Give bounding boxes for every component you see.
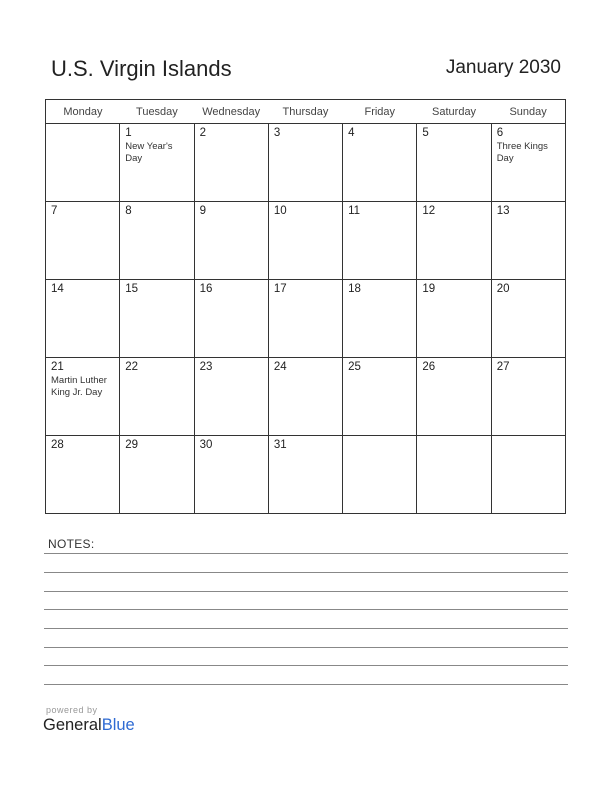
note-line [44, 609, 568, 610]
brand-name-general: General [43, 716, 102, 734]
day-number: 16 [199, 283, 213, 295]
day-number: 11 [348, 205, 361, 217]
calendar-day-cell [46, 436, 120, 514]
calendar-week-row [46, 124, 566, 202]
holiday-label: Martin Luther King Jr. Day [51, 375, 107, 398]
holiday-label: New Year's Day [125, 141, 173, 164]
calendar-day-cell [417, 202, 491, 280]
calendar-day-cell [268, 358, 342, 436]
day-number: 8 [125, 205, 132, 217]
weekday-header: Wednesday [194, 100, 268, 124]
day-number: 21 [51, 361, 64, 373]
calendar-day-cell [268, 202, 342, 280]
calendar-day-cell [417, 358, 491, 436]
day-number: 5 [422, 127, 429, 139]
day-number: 24 [273, 361, 287, 373]
day-number: 9 [199, 205, 206, 217]
calendar-day-cell [194, 280, 268, 358]
calendar-day-cell [268, 436, 342, 514]
calendar-day-cell [491, 436, 565, 514]
note-line [44, 591, 568, 592]
day-number: 18 [348, 283, 361, 295]
holiday-label: Three Kings Day [496, 141, 548, 164]
calendar-day-cell [491, 124, 565, 202]
day-number: 29 [125, 439, 139, 451]
day-number: 20 [496, 283, 510, 295]
calendar-day-cell [120, 280, 194, 358]
day-number: 1 [125, 127, 132, 139]
notes-label: NOTES: [48, 537, 95, 551]
calendar-day-cell [417, 280, 491, 358]
day-number: 27 [496, 361, 510, 373]
weekday-header: Monday [46, 100, 120, 124]
day-number: 3 [273, 127, 281, 139]
calendar-day-cell [194, 124, 268, 202]
calendar-week-row [46, 436, 566, 514]
weekday-header: Thursday [268, 100, 342, 124]
calendar-title: U.S. Virgin Islands [51, 56, 232, 81]
weekday-header: Sunday [491, 100, 565, 124]
calendar-day-cell [491, 358, 565, 436]
note-line [44, 572, 568, 573]
calendar-day-cell [343, 358, 417, 436]
note-line [44, 665, 568, 666]
calendar-day-cell [194, 436, 268, 514]
note-line [44, 553, 568, 554]
day-number: 23 [199, 361, 213, 373]
day-number: 22 [125, 361, 139, 373]
calendar-day-cell [268, 280, 342, 358]
calendar-week-row [46, 202, 566, 280]
note-line [44, 628, 568, 629]
calendar-day-cell [46, 202, 120, 280]
day-number: 19 [422, 283, 436, 295]
day-number: 30 [199, 439, 213, 451]
calendar-week-row [46, 280, 566, 358]
day-number: 2 [199, 127, 206, 139]
calendar-day-cell [343, 202, 417, 280]
calendar-day-cell [120, 358, 194, 436]
calendar-day-cell [194, 202, 268, 280]
day-number: 25 [348, 361, 361, 373]
powered-by-text: powered by [46, 705, 98, 715]
calendar-day-cell [491, 202, 565, 280]
calendar-grid [45, 99, 566, 514]
calendar-day-cell [491, 280, 565, 358]
calendar-day-cell [120, 436, 194, 514]
calendar-day-cell [343, 436, 417, 514]
calendar-day-cell [417, 436, 491, 514]
day-number: 12 [422, 205, 436, 217]
brand-logo [43, 716, 135, 735]
calendar-day-cell [343, 124, 417, 202]
day-number: 6 [496, 127, 504, 139]
day-number: 13 [496, 205, 510, 217]
calendar-week-row [46, 358, 566, 436]
calendar-day-cell [268, 124, 342, 202]
day-number: 4 [348, 127, 355, 139]
day-number: 10 [273, 205, 287, 217]
weekday-header-row [46, 100, 566, 124]
day-number: 17 [273, 283, 287, 295]
calendar-day-cell [417, 124, 491, 202]
calendar-day-cell [343, 280, 417, 358]
calendar-day-cell [194, 358, 268, 436]
calendar-day-cell [120, 202, 194, 280]
weekday-header: Tuesday [120, 100, 194, 124]
calendar-day-cell [46, 358, 120, 436]
month-year-label: January 2030 [445, 57, 561, 78]
day-number: 7 [51, 205, 58, 217]
weekday-header: Saturday [417, 100, 491, 124]
day-number: 15 [125, 283, 139, 295]
note-line [44, 684, 568, 685]
day-number: 14 [51, 283, 64, 295]
calendar-day-cell [46, 280, 120, 358]
weekday-header: Friday [343, 100, 417, 124]
calendar-day-cell [120, 124, 194, 202]
day-number: 26 [422, 361, 436, 373]
day-number: 28 [51, 439, 64, 451]
brand-name-blue: Blue [101, 716, 135, 734]
calendar-day-cell [46, 124, 120, 202]
day-number: 31 [273, 439, 287, 451]
note-line [44, 647, 568, 648]
